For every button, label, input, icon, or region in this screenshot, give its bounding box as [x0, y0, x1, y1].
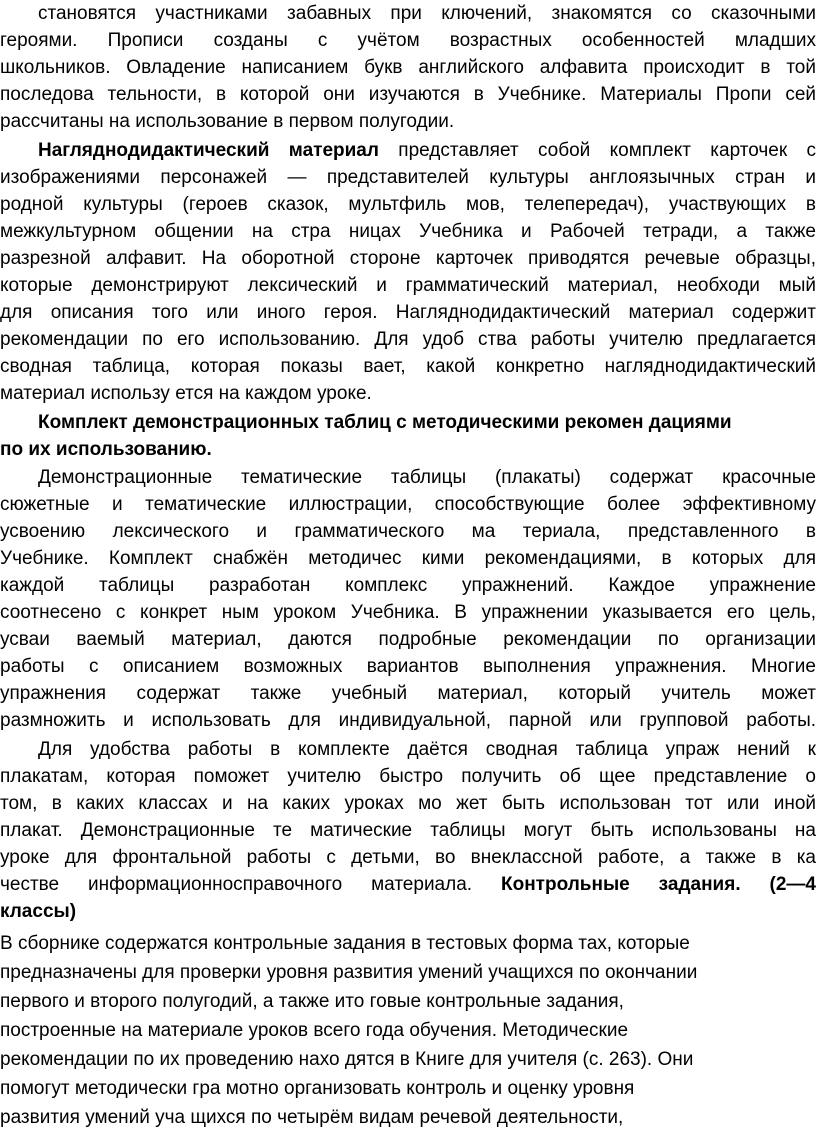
text-line: изображениями персонажей — представителей культуры англоязычных стран и: [0, 167, 816, 188]
text-line: построенные на материале уроков всего года обучения. Методические: [0, 1020, 629, 1041]
text-line: Демонстрационные тематические таблицы (плакаты) содержат красочные: [38, 467, 816, 488]
text-line: предназначены для проверки уровня развития умений учащихся по окончании: [0, 962, 698, 983]
text-line: материал использу ется на каждом уроке.: [0, 383, 372, 404]
text-line: для описания того или иного героя. Нагляднодидактический материал содержит: [0, 302, 816, 323]
text-line: каждой таблицы разработан комплекс упражнений. Каждое упражнение: [0, 575, 816, 596]
term-bold: Нагляднодидактический материал: [38, 140, 379, 161]
heading-line: классы): [0, 901, 77, 922]
text-line: плакат. Демонстрационные те матические таблицы могут быть использованы на: [0, 820, 816, 841]
text-line: [0, 137, 816, 164]
heading-line: по их использованию.: [0, 439, 212, 460]
text-line: героями. Прописи созданы с учётом возрастных особенностей младших: [0, 30, 816, 51]
text-line: [0, 871, 816, 898]
text-line: работы с описанием возможных вариантов выполнения упражнения. Многие: [0, 656, 816, 677]
text-line: упражнения содержат также учебный материал, который учитель может: [0, 683, 816, 704]
text-line: сводная таблица, которая показы вает, какой конкретно нагляднодидактический: [0, 356, 816, 377]
text-line: В сборнике содержатся контрольные задания в тестовых форма тах, которые: [0, 933, 690, 954]
text-line: становятся участниками забавных при ключений, знакомятся со сказочными: [38, 3, 816, 24]
text-line: помогут методически гра мотно организовать контроль и оценку уровня: [0, 1078, 635, 1099]
text-span: представляет собой комплект карточек с: [378, 140, 816, 161]
text-line: усвоению лексического и грамматического ма териала, представленного в: [0, 521, 816, 542]
text-line: усваи ваемый материал, даются подробные рекомендации по организации: [0, 629, 816, 650]
text-line: плакатам, которая поможет учителю быстро получить об щее представление о: [0, 766, 816, 787]
term-bold: Контрольные задания. (2—4: [501, 874, 816, 895]
text-line: первого и второго полугодий, а также ито говые контрольные задания,: [0, 991, 624, 1012]
text-line: которые демонстрируют лексический и грамматический материал, необходи мый: [0, 275, 816, 296]
text-line: уроке для фронтальной работы с детьми, во внеклассной работе, а также в ка: [0, 847, 816, 868]
text-line: Для удобства работы в комплекте даётся сводная таблица упраж нений к: [38, 739, 816, 760]
text-span: честве информационносправочного материала.: [0, 874, 501, 895]
text-line: соотнесено с конкрет ным уроком Учебника. В упражнении указывается его цель,: [0, 602, 816, 623]
text-line: школьников. Овладение написанием букв английского алфавита происходит в той: [0, 57, 816, 78]
text-line: рекомендации по их проведению нахо дятся в Книге для учителя (с. 263). Они: [0, 1049, 694, 1070]
text-line: рассчитаны на использование в первом полугодии.: [0, 111, 455, 132]
heading-line: Комплект демонстрационных таблиц с методическими рекомен дациями: [38, 412, 732, 433]
text-line: родной культуры (героев сказок, мультфиль мов, телепередач), участвующих в: [0, 194, 816, 215]
text-line: последова тельности, в которой они изучаются в Учебнике. Материалы Пропи сей: [0, 84, 816, 105]
text-line: Учебнике. Комплект снабжён методичес кими рекомендациями, в которых для: [0, 548, 816, 569]
text-line: размножить и использовать для индивидуальной, парной или групповой работы.: [0, 710, 816, 731]
text-line: сюжетные и тематические иллюстрации, способствующие более эффективному: [0, 494, 816, 515]
text-line: рекомендации по его использованию. Для удоб ства работы учителю предлагается: [0, 329, 816, 350]
text-line: том, в каких классах и на каких уроках мо жет быть использован тот или иной: [0, 793, 816, 814]
text-line: межкультурном общении на стра ницах Учебника и Рабочей тетради, а также: [0, 221, 816, 242]
text-line: развития умений уча щихся по четырём видам речевой деятельности,: [0, 1107, 624, 1128]
text-line: разрезной алфавит. На оборотной стороне карточек приводятся речевые образцы,: [0, 248, 816, 269]
